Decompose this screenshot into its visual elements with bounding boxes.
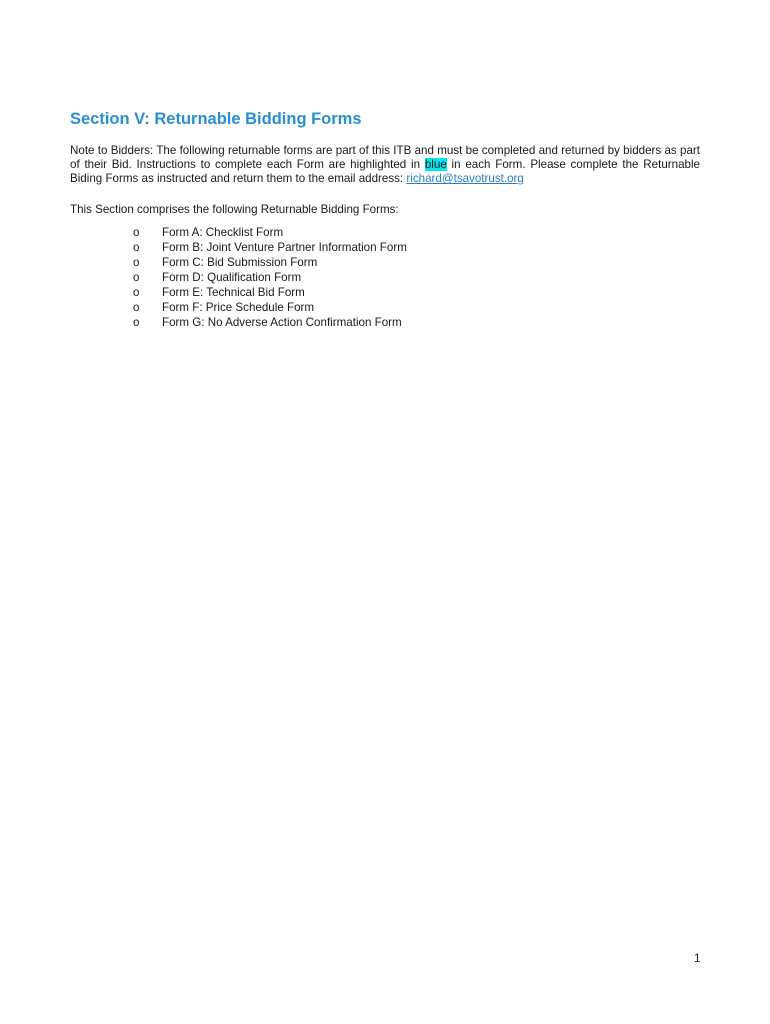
form-label: Form C: Bid Submission Form: [162, 256, 318, 269]
form-label: Form B: Joint Venture Partner Information Form: [162, 240, 407, 254]
bullet-marker: o: [133, 240, 140, 254]
list-item: [70, 300, 700, 315]
bullet-marker: o: [133, 316, 140, 330]
list-item: [70, 240, 700, 255]
form-label: Form E: Technical Bid Form: [162, 286, 305, 300]
bullet-marker: o: [133, 256, 140, 269]
list-item: [70, 270, 700, 285]
bullet-marker: o: [133, 271, 140, 285]
forms-list: [70, 225, 700, 331]
note-to-bidders: [70, 144, 700, 187]
note-text-end: in each Form. Please complete the Returnable Biding Forms as instructed and return them to the email address:: [70, 158, 700, 186]
email-link[interactable]: richard@tsavotrust.org: [406, 172, 524, 186]
list-item: [70, 255, 700, 270]
forms-intro: This Section comprises the following Returnable Bidding Forms:: [70, 202, 399, 216]
page-content: [70, 109, 700, 330]
form-label: Form G: No Adverse Action Confirmation Form: [162, 316, 402, 330]
list-item: [70, 225, 700, 240]
section-title: Section V: Returnable Bidding Forms: [70, 110, 362, 128]
page-number: 1: [694, 952, 701, 965]
list-item: [70, 315, 700, 330]
form-label: Form D: Qualification Form: [162, 271, 302, 285]
list-item: [70, 285, 700, 300]
form-label: Form F: Price Schedule Form: [162, 301, 315, 315]
bullet-marker: o: [133, 301, 140, 315]
bullet-marker: o: [133, 286, 140, 300]
bullet-marker: o: [133, 225, 140, 239]
form-label: Form A: Checklist Form: [162, 225, 284, 239]
note-text-start: Note to Bidders: The following returnable forms are part of this ITB and must be completed and returned by bidders as part of their Bid. Instructions to complete each Form are highlighted in: [70, 144, 700, 172]
highlighted-word: blue: [424, 158, 447, 172]
